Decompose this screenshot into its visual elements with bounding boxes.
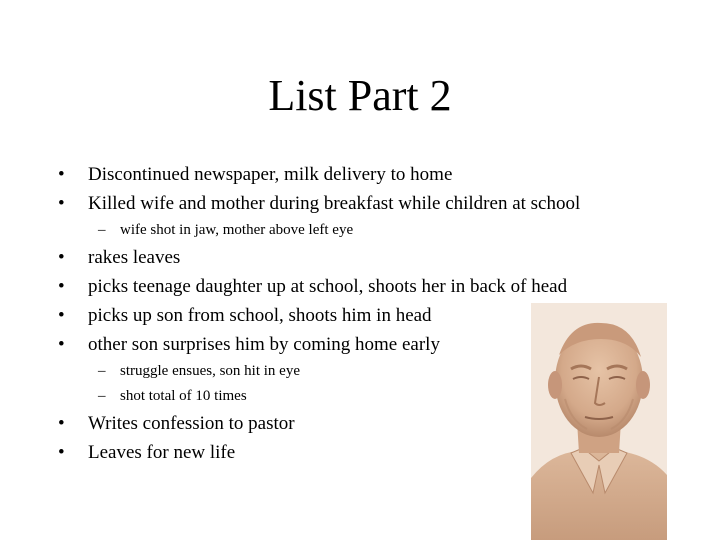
- bullet-item: [58, 243, 698, 272]
- slide-title: List Part 2: [268, 71, 452, 120]
- bullet-mark: •: [58, 442, 65, 463]
- sub-bullet-item: [58, 218, 698, 243]
- bullet-text: picks teenage daughter up at school, shoots her in back of head: [88, 276, 568, 297]
- bullet-text: Discontinued newspaper, milk delivery to home: [88, 164, 453, 185]
- bullet-mark: •: [58, 413, 65, 434]
- sub-bullet-mark: –: [98, 388, 106, 404]
- bullet-text: Writes confession to pastor: [88, 413, 295, 434]
- bullet-mark: •: [58, 305, 65, 326]
- sub-bullet-text: struggle ensues, son hit in eye: [120, 363, 300, 379]
- bullet-item: [58, 272, 698, 301]
- bullet-item: [58, 160, 698, 189]
- bullet-item: [58, 189, 698, 218]
- sub-bullet-text: shot total of 10 times: [120, 388, 247, 404]
- bullet-text: picks up son from school, shoots him in head: [88, 305, 432, 326]
- clay-bust-portrait-icon: [531, 303, 667, 540]
- bullet-mark: •: [58, 164, 65, 185]
- bullet-mark: •: [58, 193, 65, 214]
- sub-bullet-mark: –: [98, 222, 106, 238]
- bullet-text: Killed wife and mother during breakfast while children at school: [88, 193, 581, 214]
- sub-bullet-mark: –: [98, 363, 106, 379]
- bullet-mark: •: [58, 247, 65, 268]
- bullet-mark: •: [58, 334, 65, 355]
- sub-bullet-text: wife shot in jaw, mother above left eye: [120, 222, 354, 238]
- bullet-text: other son surprises him by coming home early: [88, 334, 440, 355]
- bullet-text: rakes leaves: [88, 247, 181, 268]
- bullet-text: Leaves for new life: [88, 442, 236, 463]
- bullet-mark: •: [58, 276, 65, 297]
